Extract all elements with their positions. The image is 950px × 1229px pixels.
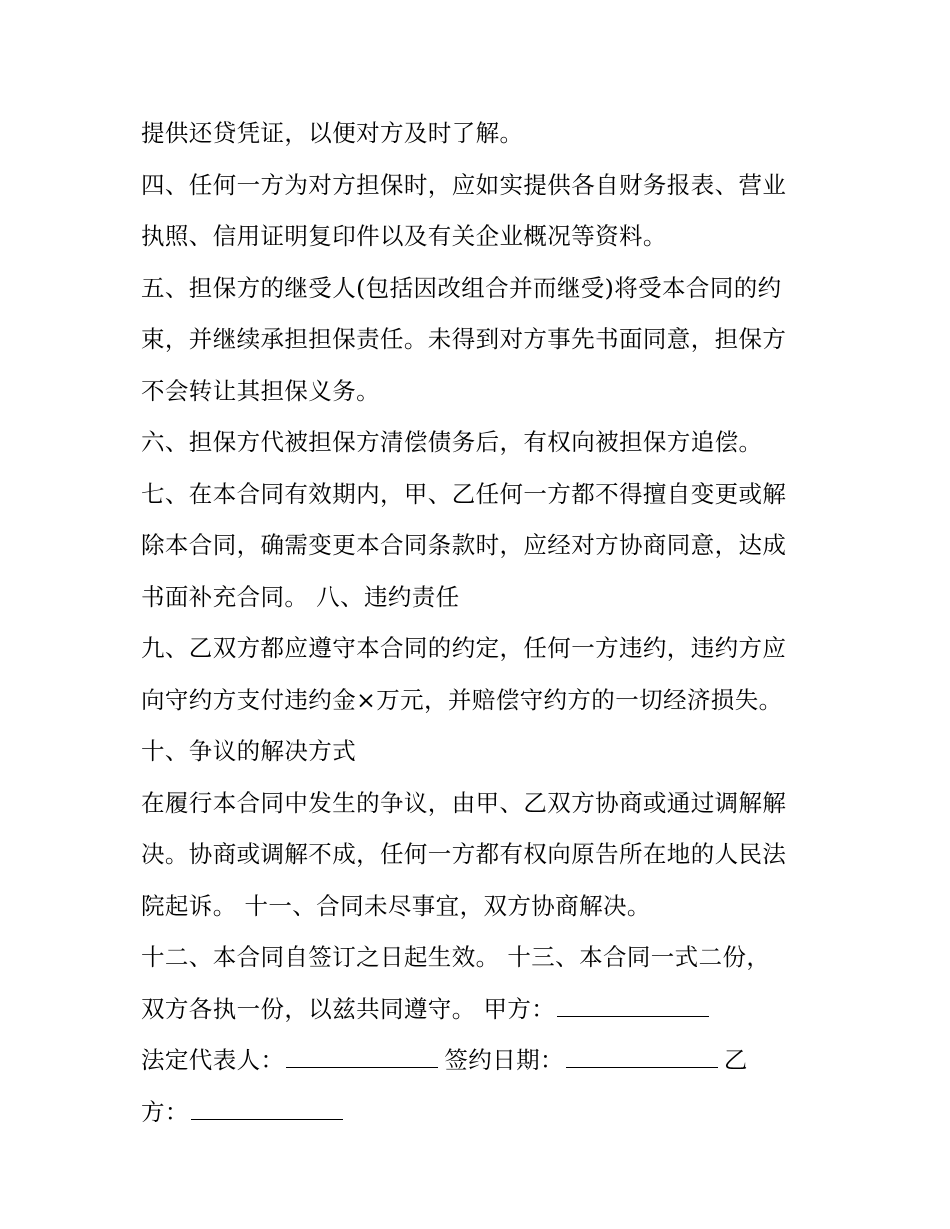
signature-line bbox=[141, 1035, 831, 1087]
legal-rep-blank[interactable] bbox=[286, 1047, 438, 1068]
party-a-blank[interactable] bbox=[557, 996, 709, 1017]
text-line: 提供还贷凭证，以便对方及时了解。 bbox=[141, 119, 524, 147]
text-line: 六、担保方代被担保方清偿债务后，有权向被担保方追偿。 bbox=[141, 428, 763, 456]
text-line: 书面补充合同。 八、违约责任 bbox=[141, 582, 460, 611]
text-line: 决。协商或调解不成，任何一方都有权向原告所在地的人民法 bbox=[141, 840, 787, 868]
text-line: 执照、信用证明复印件以及有关企业概况等资料。 bbox=[141, 222, 667, 250]
text-line: 七、在本合同有效期内，甲、乙任何一方都不得擅自变更或解 bbox=[141, 479, 787, 508]
text-line: 十二、本合同自签订之日起生效。 十三、本合同一式二份， bbox=[141, 943, 771, 971]
legal-rep-label: 法定代表人： bbox=[141, 1046, 285, 1074]
text-line: 九、乙双方都应遵守本合同的约定，任何一方违约，违约方应 bbox=[141, 634, 787, 662]
party-b-label-end: 方： bbox=[141, 1097, 189, 1126]
text-line: 束，并继续承担担保责任。未得到对方事先书面同意，担保方 bbox=[141, 325, 787, 353]
sign-date-label: 签约日期： bbox=[444, 1046, 564, 1074]
party-b-label-start: 乙 bbox=[723, 1046, 748, 1074]
party-a-line bbox=[141, 984, 831, 1036]
text-line: 除本合同，确需变更本合同条款时，应经对方协商同意，达成 bbox=[141, 531, 787, 559]
text-line: 不会转让其担保义务。 bbox=[141, 376, 380, 405]
party-b-line bbox=[141, 1087, 831, 1139]
text-line: 院起诉。 十一、合同未尽事宜，双方协商解决。 bbox=[141, 891, 651, 920]
text-line: 十、争议的解决方式 bbox=[141, 737, 357, 765]
sign-date-blank[interactable] bbox=[566, 1047, 718, 1068]
text-line: 四、任何一方为对方担保时，应如实提供各自财务报表、营业 bbox=[141, 170, 787, 199]
text-line: 向守约方支付违约金×万元，并赔偿守约方的一切经济损失。 bbox=[141, 685, 783, 714]
text-line: 五、担保方的继受人(包括因改组合并而继受)将受本合同的约 bbox=[141, 273, 782, 302]
party-b-blank[interactable] bbox=[191, 1099, 343, 1120]
text-line: 在履行本合同中发生的争议，由甲、乙双方协商或通过调解解 bbox=[141, 788, 787, 817]
contract-body bbox=[141, 108, 831, 1138]
party-a-label: 双方各执一份，以兹共同遵守。 甲方： bbox=[141, 994, 556, 1023]
